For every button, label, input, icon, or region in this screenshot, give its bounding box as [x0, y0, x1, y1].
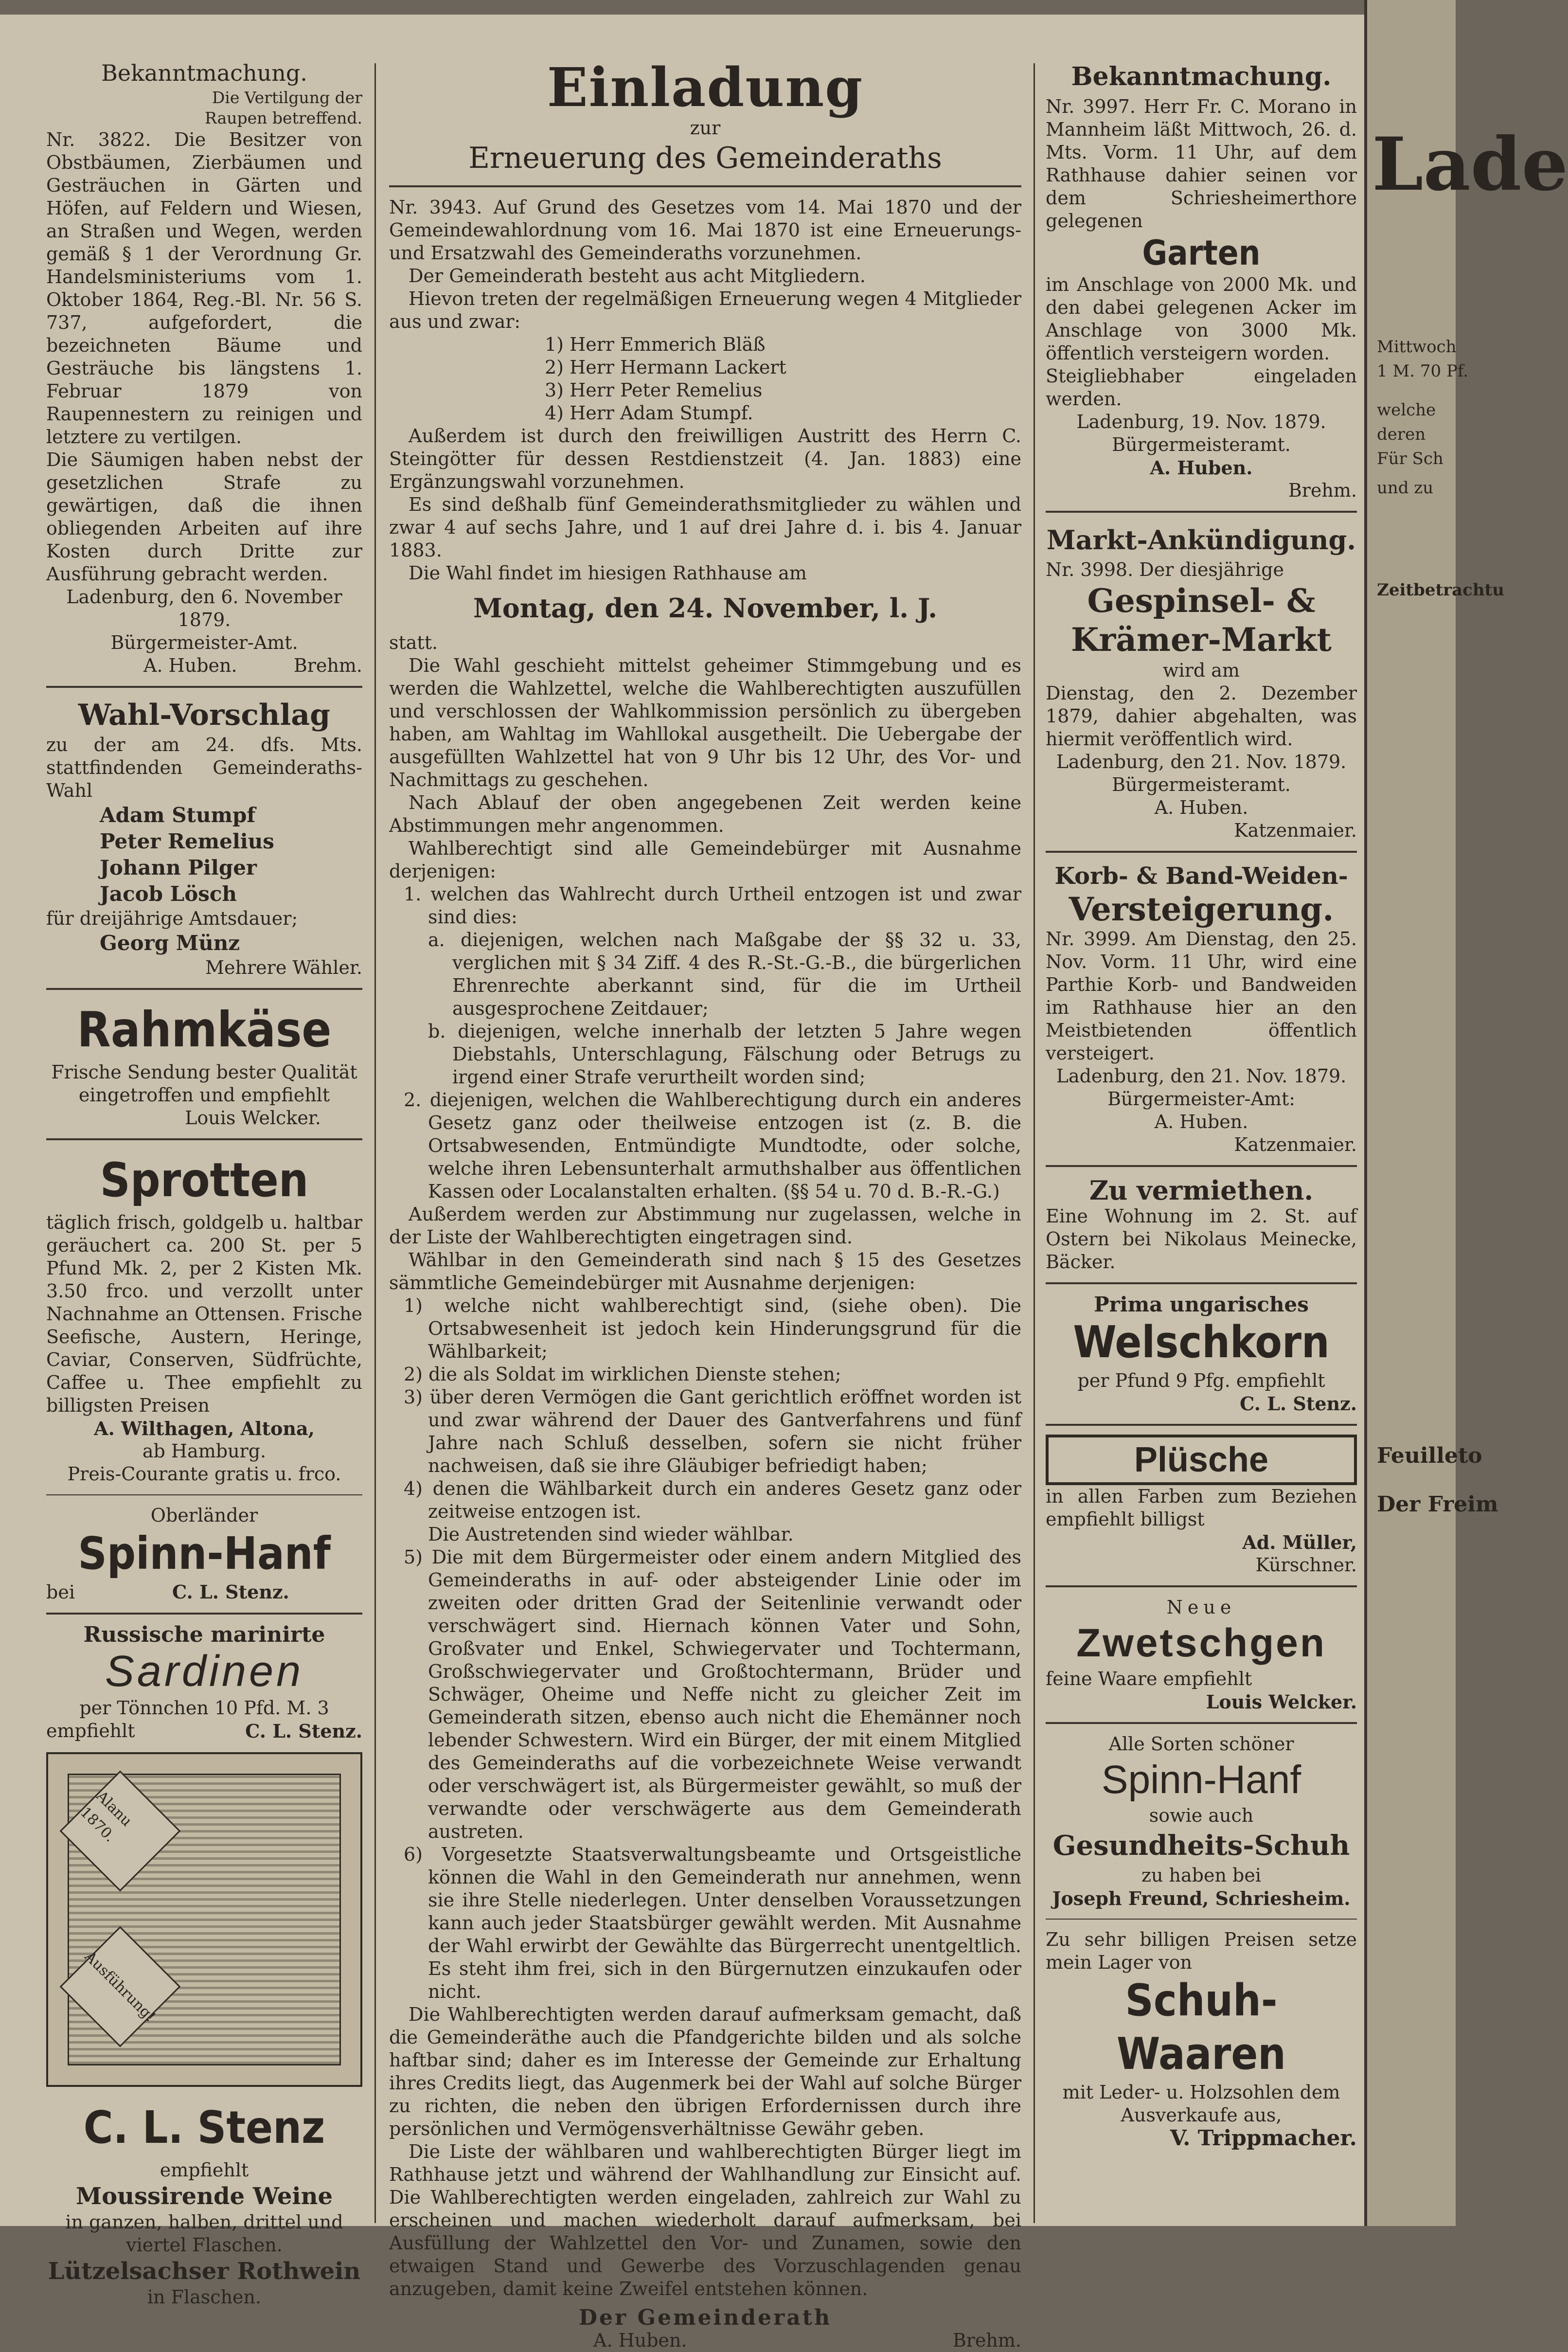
divider: [1046, 1165, 1357, 1167]
paragraph: Die Wahl findet im hiesigen Rathhause am: [409, 562, 807, 584]
list-item: 2) die als Soldat im wirklichen Dienste stehen;: [404, 1364, 841, 1385]
heading: Korb- & Band-Weiden-: [1054, 862, 1348, 890]
member: 2) Herr Hermann Lackert: [545, 357, 786, 378]
wird: wird am: [1163, 660, 1240, 681]
divider: [1046, 1585, 1357, 1587]
list-item: 6) Vorgesetzte Staatsverwaltungsbeamte und Ortsgeistliche können die Wahl in den Gemeinderath nur annehmen, wenn sie ihre Stelle niederlegen. Unter denselben Voraussetzungen kann auch jeder Staatsbürger gewählt werden. Mit Ausnahme der Wahl erwirbt der Gewählte das Bürgerrecht unentgeltlich. Es steht ihm frei, sich in den Bürgernutzen einzukaufen oder nicht.: [404, 1844, 1021, 2002]
date: Ladenburg, den 21. Nov. 1879.: [1056, 1065, 1347, 1087]
fragment: Feuilleto: [1377, 1443, 1482, 1468]
signature: V. Trippmacher.: [1170, 2126, 1357, 2151]
fragment: Der Freim: [1377, 1492, 1498, 1517]
divider: [389, 185, 1021, 187]
paragraph: Nr. 3943. Auf Grund des Gesetzes vom 14. Mai 1870 und der Gemeindewahlordnung vom 16. Mai 1870 ist eine Erneuerungs- und Ersatzwahl des Gemeinderaths vorzunehmen.: [389, 197, 1021, 264]
body: Nr. 3822. Die Besitzer von Obstbäumen, Zierbäumen und Gesträuchen in Gärten und Höfen, auf Feldern und Wiesen, an Straßen und Wegen, werden gemäß § 1 der Verordnung Gr. Handelsministeriums vom 1. Oktober 1864, Reg.-Bl. Nr. 56 S. 737, aufgefordert, die bezeichneten Bäume und Gesträuche bis längstens 1. Februar 1879 von Raupennestern zu reinigen und letztere zu vertilgen.: [46, 129, 362, 448]
ad-hemp-shoes: [1046, 1733, 1357, 1910]
empf: empfiehlt: [46, 1720, 135, 1742]
member: 3) Herr Peter Remelius: [545, 379, 763, 401]
list-item: a. diejenigen, welchen nach Maßgabe der §§ 32 u. 33, verglichen mit § 34 Ziff. 4 des R.-St.-G.-B., die bürgerlichen Ehrenrechte aberkannt sind, für die im Urtheil ausgesprochene Zeitdauer;: [428, 929, 1021, 1019]
signature: [389, 2329, 1021, 2352]
candidate: Jacob Lösch: [100, 882, 237, 906]
ad-shoes: [1046, 1928, 1357, 2150]
election-date: Montag, den 24. November, l. J.: [473, 592, 938, 624]
signer: A. Huben.: [593, 2330, 687, 2351]
red-body: in Flaschen.: [147, 2286, 262, 2308]
heading: Wahl-Vorschlag: [78, 698, 331, 732]
paragraph: Der Gemeinderath besteht aus acht Mitgliedern.: [409, 265, 866, 287]
ad-sprats: [46, 1149, 362, 1486]
heading-2: Gesundheits-Schuh: [1052, 1830, 1350, 1862]
invitation-title: Einladung: [547, 56, 864, 119]
divider: [1046, 1919, 1357, 1920]
heading: Bekanntmachung.: [101, 60, 307, 86]
boxed-advertisement: [46, 1752, 362, 2087]
member: 1) Herr Emmerich Bläß: [545, 334, 766, 355]
body-3: Steigliebhaber eingeladen werden.: [1046, 365, 1357, 410]
seller: C. L. Stenz.: [172, 1581, 289, 1603]
sub-list: [389, 929, 1021, 1089]
list-note: Die Austretenden sind wieder wählbar.: [428, 1524, 794, 1545]
heading: Markt-Ankündigung.: [1046, 524, 1356, 556]
candidate-extra-wrap: [46, 930, 362, 956]
list-item: b. diejenigen, welche innerhalb der letzten 5 Jahre wegen Diebstahls, Unterschlagung, Fälschung oder Betrugs zu irgend einer Strafe verurtheilt worden sind;: [428, 1021, 1021, 1088]
pre: Oberländer: [150, 1505, 258, 1526]
pre: Zu sehr billigen Preisen setze mein Lager von: [1046, 1929, 1357, 1973]
heading: Bekanntmachung.: [1071, 62, 1332, 91]
heading: Sprotten: [100, 1153, 309, 1207]
price-list: Preis-Courante gratis u. frco.: [67, 1463, 341, 1485]
signature: A. Wilthagen, Altona,: [94, 1418, 315, 1439]
wine-body: in ganzen, halben, drittel und viertel Flaschen.: [65, 2211, 343, 2256]
office: Bürgermeister-Amt:: [1107, 1088, 1296, 1110]
heading: Spinn-Hanf: [78, 1527, 331, 1580]
adjacent-big: Lade: [1372, 122, 1568, 207]
column-right: [1046, 58, 1357, 2150]
paragraph: Die Wahlberechtigten werden darauf aufmerksam gemacht, daß die Gemeinderäthe auch die Pfandgerichte bilden und als solche haftbar sind; daher es im Interesse der Gemeinde zur Erhaltung ihres Credits liegt, das Augenmerk bei der Wahl auf solche Bürger zu richten, die neben den übrigen Erfordernissen durch ihre persönlichen und Vermögensverhältnisse Gewähr geben.: [389, 2004, 1021, 2139]
date: Ladenburg, den 21. Nov. 1879.: [1056, 751, 1347, 772]
body: Frische Sendung bester Qualität eingetroffen und empfiehlt: [51, 1061, 357, 1106]
signature: Mehrere Wähler.: [205, 957, 362, 978]
fragment: deren: [1377, 425, 1426, 444]
signature-title: Der Gemeinderath: [578, 2305, 832, 2330]
eligible-list: [389, 1294, 1021, 2003]
body: in allen Farben zum Beziehen empfiehlt billigst: [1046, 1486, 1357, 1530]
divider: [46, 1613, 362, 1615]
signer: A. Huben.: [1154, 797, 1248, 818]
ad-stenz-wines: [46, 2097, 362, 2309]
body: Nr. 3997. Herr Fr. C. Morano in Mannheim läßt Mittwoch, 26. d. Mts. Vorm. 11 Uhr, auf dem Rathhause dahier seinen vor dem Schriesheimerthore gelegenen: [1046, 96, 1357, 232]
clerk: Brehm.: [1288, 480, 1357, 501]
divider: [1046, 1722, 1357, 1724]
adjacent-page-edge: [1364, 0, 1568, 2226]
pre: Alle Sorten schöner: [1108, 1733, 1294, 1755]
subject: Die Vertilgung der Raupen betreffend.: [205, 88, 362, 127]
signer: A. Huben.: [1154, 1111, 1248, 1132]
body: Eine Wohnung im 2. St. auf Ostern bei Nikolaus Meinecke, Bäcker.: [1046, 1205, 1357, 1273]
ad-spinning-hemp: [46, 1504, 362, 1604]
candidate-extra: Georg Münz: [100, 931, 240, 955]
body: per Pfund 9 Pfg. empfiehlt: [1077, 1370, 1325, 1391]
column-rule-left: [374, 63, 376, 2223]
intro: zu der am 24. dfs. Mts. stattfindenden Gemeinderaths-Wahl: [46, 734, 362, 801]
excluded-list: [389, 883, 1021, 1203]
announcement-willow-auction: [1046, 862, 1357, 1156]
fragment: und zu: [1377, 478, 1434, 498]
signature: Joseph Freund, Schriesheim.: [1052, 1887, 1351, 1909]
list-item: 4) denen die Wählbarkeit durch ein anderes Gesetz ganz oder zeitweise entzogen ist.: [404, 1478, 1021, 1522]
paragraph: Hievon treten der regelmäßigen Erneuerung wegen 4 Mitglieder aus und zwar:: [389, 288, 1021, 332]
garden: Garten: [1142, 233, 1261, 273]
pre: Russische marinirte: [83, 1622, 325, 1647]
divider: [46, 1138, 362, 1140]
date: Ladenburg, den 6. November 1879.: [66, 586, 342, 630]
signature-2: ab Hamburg.: [142, 1440, 267, 1462]
fragment: Mittwoch: [1377, 337, 1457, 357]
red-heading: Lützelsachser Rothwein: [48, 2258, 361, 2285]
fragment: Für Sch: [1377, 449, 1443, 468]
signer: A. Huben.: [1150, 457, 1253, 479]
body: Dienstag, den 2. Dezember 1879, dahier abgehalten, was hiermit veröffentlich wird.: [1046, 682, 1357, 750]
body: mit Leder- u. Holzsohlen dem Ausverkaufe aus,: [1062, 2082, 1340, 2126]
pre: Prima ungarisches: [1094, 1293, 1309, 1316]
heading: Welschkorn: [1073, 1317, 1330, 1368]
newspaper-page: [0, 15, 1381, 2351]
body: zu haben bei: [1141, 1865, 1262, 1886]
empf: empfiehlt: [160, 2159, 249, 2181]
heading: Spinn-Hanf: [1101, 1758, 1301, 1802]
column-left: [46, 58, 362, 2309]
body: per Tönnchen 10 Pfd. M. 3: [79, 1697, 329, 1719]
clerk: Brehm.: [952, 2330, 1021, 2351]
announcement-caterpillars: [46, 58, 362, 677]
heading: C. L. Stenz: [83, 2101, 325, 2154]
candidate-list: [46, 802, 362, 907]
divider: [1046, 1282, 1357, 1284]
divider: [46, 686, 362, 688]
office: Bürgermeisteramt.: [1112, 774, 1291, 795]
big-2: Krämer-Markt: [1071, 621, 1332, 659]
nr: Nr. 3998. Der diesjährige: [1046, 559, 1284, 580]
column-rule-right: [1033, 63, 1035, 2223]
fragment: welche: [1377, 400, 1436, 420]
heading: Schuh-Waaren: [1117, 1975, 1286, 2080]
clerk: Katzenmaier.: [1234, 1134, 1357, 1155]
office: Bürgermeister-Amt.: [110, 632, 298, 653]
bei: bei: [46, 1581, 75, 1603]
paragraph: Die Liste der wählbaren und wahlberechtigten Bürger liegt im Rathhause jetzt und während der Wahlhandlung zur Einsicht auf. Die Wahlberechtigten werden eingeladen, zahlreich zur Wahl zu erscheinen und machen wiederholt darauf aufmerksam, bei Ausfüllung der Wahlzettel den Vor- und Zunamen, sowie den etwaigen Stand und Gewerbe des Vorzuschlagenden genau anzugeben, damit keine Zweifel entstehen können.: [389, 2141, 1021, 2299]
invitation-body: [389, 196, 1021, 2300]
candidate: Adam Stumpf: [100, 803, 256, 827]
signature: C. L. Stenz.: [1240, 1393, 1357, 1415]
list-item: 1. welchen das Wahlrecht durch Urtheil entzogen ist und zwar sind dies:: [404, 883, 1021, 928]
big-1: Gespinsel- &: [1087, 582, 1316, 620]
signature: [46, 1720, 362, 1742]
retiring-members: [389, 333, 1021, 425]
paragraph: Es sind deßhalb fünf Gemeinderathsmitglieder zu wählen und zwar 4 auf sechs Jahre, und 1 auf drei Jahre d. i. bis 4. Januar 1883.: [389, 494, 1021, 561]
signature: Ad. Müller,: [1242, 1531, 1357, 1553]
date: Ladenburg, 19. Nov. 1879.: [1076, 411, 1326, 432]
heading: Plüsche: [1046, 1435, 1357, 1485]
invitation-zur: zur: [690, 117, 721, 139]
body-2: Die Säumigen haben nebst der gesetzlichen Strafe zu gewärtigen, daß die ihnen obliegenden Arbeiten auf ihre Kosten durch Dritte zur Ausführung gebracht werden.: [46, 449, 362, 585]
signer: A. Huben.: [143, 655, 237, 676]
paragraph: Nach Ablauf der oben angegebenen Zeit werden keine Abstimmungen mehr angenommen.: [389, 792, 1021, 836]
heading: Sardinen: [105, 1647, 304, 1696]
signature: [46, 654, 362, 677]
ad-plush: [1046, 1435, 1357, 1577]
ad-plums: [1046, 1596, 1357, 1713]
paragraph: Die Wahl geschieht mittelst geheimer Stimmgebung und es werden die Wahlzettel, welche die Wahlberechtigten auszufüllen und verschlossen der Wahlkommission persönlich zu übergeben haben, am Wahltag im Wahllokal ausgetheilt. Die Uebergabe der ausgefüllten Wahlzettel hat von 9 Uhr bis 12 Uhr, des Vor- und Nachmittags zu geschehen.: [389, 655, 1021, 790]
divider: [1046, 851, 1357, 853]
divider: [1046, 511, 1357, 513]
heading: Rahmkäse: [77, 1001, 332, 1058]
invitation-subtitle: Erneuerung des Gemeinderaths: [468, 141, 942, 175]
paragraph: Außerdem ist durch den freiwilligen Austritt des Herrn C. Steingötter für dessen Restdienstzeit (4. Jan. 1883) eine Ergänzungswahl vorzunehmen.: [389, 425, 1021, 492]
pre: Neue: [1166, 1597, 1236, 1618]
list-item: 2. diejenigen, welchen die Wahlberechtigung durch ein anderes Gesetz ganz oder theilweise entzogen ist (z. B. die Ortsabwesenden, Entmündigte Mundtodte, oder solche, welche ihren Lebensunterhalt armuthshalber aus öffentlichen Kassen oder Localanstalten erhalten. (§§ 54 u. 70 d. B.-R.-G.): [404, 1089, 1021, 1202]
divider: [1046, 1424, 1357, 1426]
signature-2: Kürschner.: [1255, 1554, 1357, 1576]
signature: Louis Welcker.: [1206, 1691, 1357, 1713]
wine-heading: Moussirende Weine: [75, 2183, 333, 2210]
signature: Louis Welcker.: [185, 1107, 321, 1129]
ad-for-rent: [1046, 1176, 1357, 1274]
signature: [46, 1580, 362, 1604]
ad-cream-cheese: [46, 999, 362, 1130]
list-item: 5) Die mit dem Bürgermeister oder einem andern Mitglied des Gemeinderaths in auf- oder absteigender Linie oder im zweiten oder dritten Grad der Seitenlinie verwandt oder verschwägert sind. Hiernach können Vater und Sohn, Großvater und Enkel, Schwiegervater und Tochtermann, Großschwiegervater und Großtochtermann, Brüder und Schwäger, Oheime und Neffe nicht zu gleicher Zeit im Gemeinderath sitzen, ebenso auch nicht die Ehemänner noch lebender Schwestern. Wird ein Bürger, der mit einem Mitglied des Gemeinderaths auf die vorbezeichnete Weise verwandt oder verschwägert ist, als Bürgermeister gewählt, so muß der verwandte oder verschwägerte aus dem Gemeinderath austreten.: [404, 1546, 1021, 1842]
big: Versteigerung.: [1069, 890, 1334, 928]
divider: [46, 988, 362, 990]
clerk: Katzenmaier.: [1234, 820, 1357, 841]
announcement-garden: [1046, 58, 1357, 502]
heading: Zu vermiethen.: [1089, 1175, 1314, 1206]
ad-corn: [1046, 1293, 1357, 1415]
stamp-text: Alanu 1870.: [76, 1787, 135, 1846]
fragment: Zeitbetrachtu: [1377, 580, 1504, 600]
fragment: 1 M. 70 Pf.: [1377, 361, 1468, 381]
seller: C. L. Stenz.: [245, 1720, 362, 1742]
body: Nr. 3999. Am Dienstag, den 25. Nov. Vorm. 11 Uhr, wird eine Parthie Korb- und Bandweiden im Rathhause hier an den Meistbietenden öffentlich versteigert.: [1046, 928, 1357, 1064]
office: Bürgermeisteramt.: [1112, 434, 1291, 455]
term: für dreijährige Amtsdauer;: [46, 908, 298, 929]
member: 4) Herr Adam Stumpf.: [545, 402, 753, 424]
list-item: 1) welche nicht wahlberechtigt sind, (siehe oben). Die Ortsabwesenheit ist jedoch kein Hinderungsgrund für die Wählbarkeit;: [404, 1295, 1021, 1362]
column-center: [389, 58, 1021, 2352]
list-item: 3) über deren Vermögen die Gant gerichtlich eröffnet worden ist und zwar während der Dauer des Gantverfahrens und fünf Jahre nach Schluß desselben, sofern sie nicht früher nachweisen, daß sie ihre Gläubiger befriedigt haben;: [404, 1386, 1021, 1476]
body-2: im Anschlage von 2000 Mk. und den dabei gelegenen Acker im Anschlage von 3000 Mk. öffentlich versteigern worden.: [1046, 274, 1357, 364]
paragraph: statt.: [389, 632, 438, 653]
announcement-market: [1046, 521, 1357, 842]
paragraph: Wählbar in den Gemeinderath sind nach § 15 des Gesetzes sämmtliche Gemeindebürger mit Ausnahme derjenigen:: [389, 1249, 1021, 1293]
divider: [46, 1494, 362, 1495]
body: täglich frisch, goldgelb u. haltbar geräuchert ca. 200 St. per 5 Pfund Mk. 2, per 2 Kisten Mk. 3.50 frco. und verzollt unter Nachnahme an Ottensen. Frische Seefische, Austern, Heringe, Caviar, Conserven, Südfrüchte, Caffee u. Thee empfiehlt zu billigsten Preisen: [46, 1212, 362, 1416]
body: feine Waare empfiehlt: [1046, 1668, 1252, 1689]
ad-election-proposal: [46, 697, 362, 979]
candidate: Johann Pilger: [100, 856, 257, 880]
candidate: Peter Remelius: [100, 829, 274, 853]
mid: sowie auch: [1149, 1805, 1254, 1826]
paragraph: Wahlberechtigt sind alle Gemeindebürger mit Ausnahme derjenigen:: [389, 838, 1021, 882]
stamp-text: Ausführung!: [81, 1948, 159, 2026]
heading: Zwetschgen: [1076, 1621, 1326, 1665]
clerk: Brehm.: [293, 655, 362, 676]
ad-sardines: [46, 1623, 362, 1742]
paragraph: Außerdem werden zur Abstimmung nur zugelassen, welche in der Liste der Wahlberechtigten eingetragen sind.: [389, 1203, 1021, 1248]
